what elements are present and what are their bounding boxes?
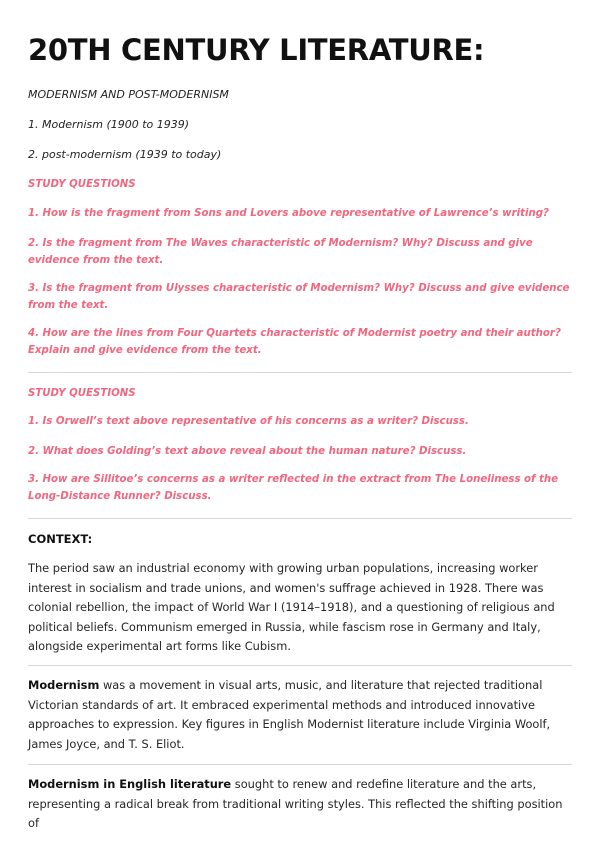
study-questions-heading: STUDY QUESTIONS: [28, 388, 136, 399]
study-question: 4. How are the lines from Four Quartets characteristic of Modernist poetry and their author? Explain and give evidence from the text.: [28, 328, 561, 356]
study-question: 3. Is the fragment from Ulysses characteristic of Modernism? Why? Discuss and give evidence from the text.: [28, 283, 570, 311]
study-question: 1. How is the fragment from Sons and Lovers above representative of Lawrence’s writing?: [28, 208, 549, 219]
period-modernism: 1. Modernism (1900 to 1939): [28, 118, 190, 131]
study-question: 2. Is the fragment from The Waves characteristic of Modernism? Why? Discuss and give evidence from the text.: [28, 238, 533, 266]
context-paragraph: The period saw an industrial economy with growing urban populations, increasing worker interest in socialism and trade unions, and women's suffrage achieved in 1928. There was colonial rebellion, the impact of World War I (1914–1918), and a questioning of religious and political beliefs. Communism emerged in Russia, while fascism rose in Germany and Italy, alongside experimental art forms like Cubism.: [28, 561, 555, 654]
divider: [28, 518, 572, 519]
study-question: 2. What does Golding’s text above reveal about the human nature? Discuss.: [28, 446, 467, 457]
modernism-english-text: sought to renew and redefine literature and the arts, representing a radical break from traditional writing styles. This reflected the shifting position of: [28, 777, 563, 831]
divider: [28, 764, 572, 765]
modernism-english-term: Modernism in English literature: [28, 777, 232, 791]
modernism-text: was a movement in visual arts, music, and literature that rejected traditional Victorian standards of art. It embraced experimental methods and introduced innovative approaches to expression. Key figures in English Modernist literature include Virginia Woolf, James Joyce, and T. S. Eliot.: [28, 678, 551, 751]
period-post-modernism: 2. post-modernism (1939 to today): [28, 148, 222, 161]
study-questions-heading: STUDY QUESTIONS: [28, 179, 136, 190]
divider: [28, 665, 572, 666]
study-question: 3. How are Sillitoe’s concerns as a writer reflected in the extract from The Loneliness of the Long-Distance Runner? Discuss.: [28, 474, 559, 502]
modernism-paragraph: [28, 676, 572, 754]
modernism-english-paragraph: [28, 775, 572, 834]
page-title: 20TH CENTURY LITERATURE:: [28, 33, 485, 67]
context-heading: CONTEXT:: [28, 532, 93, 546]
study-question: 1. Is Orwell’s text above representative of his concerns as a writer? Discuss.: [28, 416, 469, 427]
modernism-term: Modernism: [28, 678, 100, 692]
subtitle: MODERNISM AND POST-MODERNISM: [28, 88, 229, 101]
divider: [28, 372, 572, 373]
